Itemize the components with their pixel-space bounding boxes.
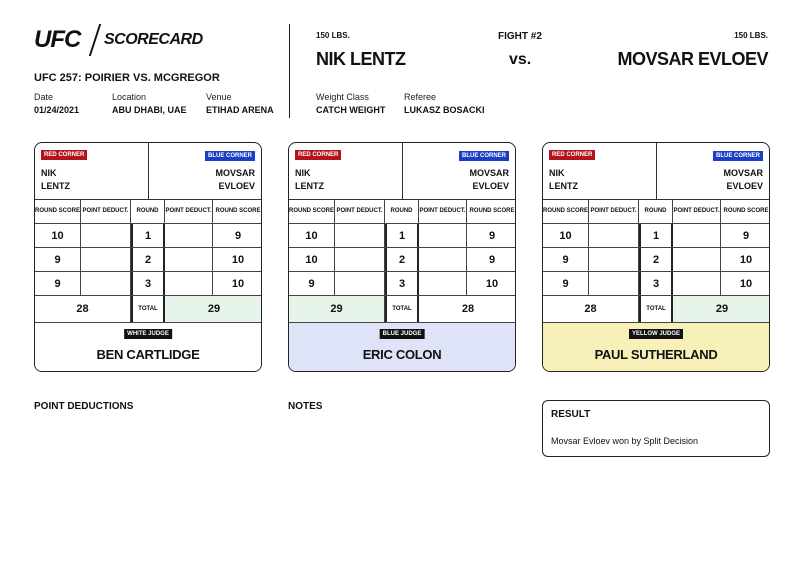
red-fighter-name: NIK LENTZ bbox=[316, 49, 406, 69]
blue-round-score: 10 bbox=[231, 253, 245, 266]
red-round-score: 10 bbox=[289, 248, 335, 271]
red-point-deduct bbox=[81, 224, 131, 247]
red-first-name: NIK bbox=[295, 168, 311, 178]
red-round-score: 10 bbox=[543, 224, 589, 247]
red-round-score: 9 bbox=[35, 248, 81, 271]
score-header-row bbox=[543, 200, 769, 224]
blue-point-deduct bbox=[165, 224, 213, 247]
red-point-deduct-header: POINT DEDUCT. bbox=[335, 200, 385, 223]
round-number: 1 bbox=[131, 224, 165, 247]
round-row bbox=[35, 248, 261, 272]
total-row bbox=[289, 296, 515, 323]
red-point-deduct bbox=[589, 224, 639, 247]
round-header: ROUND bbox=[131, 200, 165, 223]
blue-round-score: 10 bbox=[231, 277, 245, 290]
scorecard-2 bbox=[288, 142, 516, 372]
red-round-score: 10 bbox=[289, 224, 335, 247]
blue-point-deduct-header: POINT DEDUCT. bbox=[165, 200, 213, 223]
judge-area bbox=[543, 323, 769, 372]
venue-label: Venue bbox=[206, 92, 232, 102]
score-header-row bbox=[35, 200, 261, 224]
round-row bbox=[543, 224, 769, 248]
vs-label: vs. bbox=[509, 51, 532, 68]
round-row bbox=[543, 272, 769, 296]
notes-title: NOTES bbox=[288, 401, 323, 412]
judge-badge: BLUE JUDGE bbox=[380, 329, 425, 339]
round-number: 3 bbox=[385, 272, 419, 295]
logo-slash-divider bbox=[89, 24, 101, 56]
score-header-row bbox=[289, 200, 515, 224]
judge-area bbox=[35, 323, 261, 372]
blue-first-name: MOVSAR bbox=[215, 168, 255, 178]
red-last-name: LENTZ bbox=[41, 181, 70, 191]
round-header: ROUND bbox=[385, 200, 419, 223]
red-total: 28 bbox=[35, 296, 131, 322]
round-row bbox=[543, 248, 769, 272]
blue-total: 28 bbox=[461, 303, 475, 315]
red-round-score-header: ROUND SCORE bbox=[35, 200, 81, 223]
total-label: TOTAL bbox=[131, 296, 165, 322]
blue-point-deduct bbox=[673, 224, 721, 247]
total-label: TOTAL bbox=[385, 296, 419, 322]
card-fighters bbox=[289, 143, 515, 200]
red-corner-badge: RED CORNER bbox=[295, 150, 341, 160]
blue-last-name: EVLOEV bbox=[726, 181, 763, 191]
red-point-deduct bbox=[81, 272, 131, 295]
red-round-score: 10 bbox=[35, 224, 81, 247]
red-total: 29 bbox=[289, 296, 385, 322]
red-corner-badge: RED CORNER bbox=[41, 150, 87, 160]
red-round-score-header: ROUND SCORE bbox=[289, 200, 335, 223]
judge-area bbox=[289, 323, 515, 372]
scorecard-logo-text: SCORECARD bbox=[104, 31, 203, 48]
total-row bbox=[35, 296, 261, 323]
round-row bbox=[35, 224, 261, 248]
blue-round-score-header: ROUND SCORE bbox=[469, 208, 515, 214]
header-divider bbox=[289, 24, 290, 118]
blue-point-deduct bbox=[673, 272, 721, 295]
red-point-deduct-header: POINT DEDUCT. bbox=[589, 200, 639, 223]
ufc-logo-text: UFC bbox=[34, 26, 81, 53]
referee-value: LUKASZ BOSACKI bbox=[404, 105, 485, 115]
location-label: Location bbox=[112, 92, 147, 102]
red-round-score-header: ROUND SCORE bbox=[543, 200, 589, 223]
date-label: Date bbox=[34, 92, 54, 102]
round-number: 2 bbox=[639, 248, 673, 271]
point-deductions-title: POINT DEDUCTIONS bbox=[34, 401, 134, 412]
round-number: 2 bbox=[385, 248, 419, 271]
blue-total: 29 bbox=[165, 296, 262, 322]
blue-corner-badge: BLUE CORNER bbox=[205, 151, 255, 161]
red-corner-badge: RED CORNER bbox=[549, 150, 595, 160]
blue-round-score: 9 bbox=[234, 229, 242, 242]
blue-round-score: 10 bbox=[485, 277, 499, 290]
blue-round-score: 10 bbox=[739, 277, 753, 290]
blue-fighter-name: MOVSAR EVLOEV bbox=[617, 49, 768, 69]
card-fighters bbox=[35, 143, 261, 200]
red-first-name: NIK bbox=[41, 168, 57, 178]
scorecard-1 bbox=[34, 142, 262, 372]
red-point-deduct bbox=[589, 248, 639, 271]
card-top-divider bbox=[402, 143, 403, 200]
blue-round-score: 9 bbox=[742, 229, 750, 242]
round-number: 2 bbox=[131, 248, 165, 271]
blue-point-deduct bbox=[673, 248, 721, 271]
total-row bbox=[543, 296, 769, 323]
blue-point-deduct bbox=[419, 272, 467, 295]
judge-name: PAUL SUTHERLAND bbox=[594, 347, 718, 362]
blue-round-score-header: ROUND SCORE bbox=[723, 208, 769, 214]
red-total: 28 bbox=[543, 296, 639, 322]
blue-corner-badge: BLUE CORNER bbox=[713, 151, 763, 161]
red-round-score: 9 bbox=[35, 272, 81, 295]
result-box bbox=[542, 400, 770, 457]
blue-point-deduct bbox=[165, 272, 213, 295]
date-value: 01/24/2021 bbox=[34, 105, 80, 115]
red-point-deduct bbox=[81, 248, 131, 271]
round-number: 3 bbox=[639, 272, 673, 295]
red-last-name: LENTZ bbox=[295, 181, 324, 191]
total-label: TOTAL bbox=[639, 296, 673, 322]
red-point-deduct bbox=[335, 224, 385, 247]
blue-last-name: EVLOEV bbox=[472, 181, 509, 191]
result-text: Movsar Evloev won by Split Decision bbox=[551, 436, 699, 446]
blue-last-name: EVLOEV bbox=[218, 181, 255, 191]
red-point-deduct bbox=[335, 272, 385, 295]
round-header: ROUND bbox=[639, 200, 673, 223]
judge-name: ERIC COLON bbox=[362, 347, 442, 362]
blue-first-name: MOVSAR bbox=[723, 168, 763, 178]
red-point-deduct-header: POINT DEDUCT. bbox=[81, 200, 131, 223]
blue-weight: 150 LBS. bbox=[734, 31, 768, 40]
blue-first-name: MOVSAR bbox=[469, 168, 509, 178]
red-round-score: 9 bbox=[289, 272, 335, 295]
venue-value: ETIHAD ARENA bbox=[206, 105, 274, 115]
red-weight: 150 LBS. bbox=[316, 31, 350, 40]
fight-number: FIGHT #2 bbox=[498, 31, 542, 42]
ufc-scorecard-logo bbox=[34, 26, 203, 56]
event-title: UFC 257: POIRIER VS. MCGREGOR bbox=[34, 72, 220, 84]
blue-round-score: 9 bbox=[488, 253, 496, 266]
round-row bbox=[289, 272, 515, 296]
blue-corner-badge: BLUE CORNER bbox=[459, 151, 509, 161]
scorecard-3 bbox=[542, 142, 770, 372]
round-number: 3 bbox=[131, 272, 165, 295]
result-title: RESULT bbox=[551, 409, 591, 420]
round-row bbox=[289, 248, 515, 272]
referee-label: Referee bbox=[404, 92, 437, 102]
judge-name: BEN CARTLIDGE bbox=[96, 347, 200, 362]
blue-round-score: 10 bbox=[739, 253, 753, 266]
blue-point-deduct-header: POINT DEDUCT. bbox=[673, 200, 721, 223]
blue-point-deduct-header: POINT DEDUCT. bbox=[419, 200, 467, 223]
round-number: 1 bbox=[385, 224, 419, 247]
location-value: ABU DHABI, UAE bbox=[112, 105, 187, 115]
red-round-score: 9 bbox=[543, 272, 589, 295]
blue-point-deduct bbox=[165, 248, 213, 271]
judge-badge: YELLOW JUDGE bbox=[629, 329, 683, 339]
red-point-deduct bbox=[335, 248, 385, 271]
red-round-score: 9 bbox=[543, 248, 589, 271]
card-top-divider bbox=[656, 143, 657, 200]
blue-total: 29 bbox=[673, 296, 770, 322]
blue-point-deduct bbox=[419, 224, 467, 247]
red-last-name: LENTZ bbox=[549, 181, 578, 191]
red-first-name: NIK bbox=[549, 168, 565, 178]
card-top-divider bbox=[148, 143, 149, 200]
blue-round-score-header: ROUND SCORE bbox=[215, 208, 261, 214]
round-row bbox=[289, 224, 515, 248]
round-row bbox=[35, 272, 261, 296]
round-number: 1 bbox=[639, 224, 673, 247]
weight-class-label: Weight Class bbox=[316, 92, 369, 102]
red-point-deduct bbox=[589, 272, 639, 295]
card-fighters bbox=[543, 143, 769, 200]
blue-point-deduct bbox=[419, 248, 467, 271]
judge-badge: WHITE JUDGE bbox=[124, 329, 172, 339]
blue-round-score: 9 bbox=[488, 229, 496, 242]
weight-class-value: CATCH WEIGHT bbox=[316, 105, 386, 115]
